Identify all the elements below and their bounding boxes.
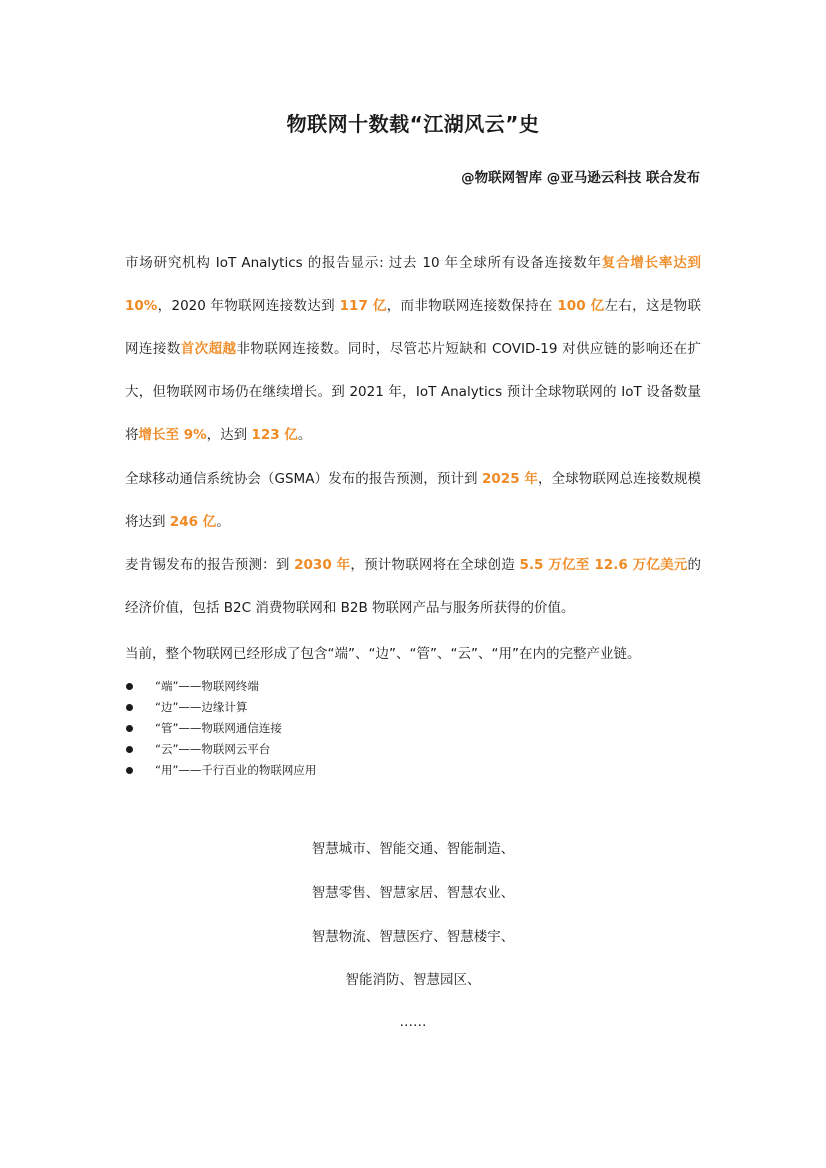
list-item xyxy=(125,760,316,781)
highlighted-figure: 首次超越 xyxy=(180,341,237,357)
paragraph-text: 的经济价值，包括 B2C 消费物联网和 B2B 物联网产品与服务所获得的价值。 xyxy=(125,557,702,616)
bullet-dot-icon xyxy=(126,704,133,711)
list-item-label: “用”——千行百业的物联网应用 xyxy=(155,763,317,777)
paragraph-text: 。 xyxy=(297,427,312,443)
highlighted-figure: 123 亿 xyxy=(251,427,298,443)
highlighted-figure: 246 亿 xyxy=(169,514,217,530)
paragraph-text: ，2020 年物联网连接数达到 xyxy=(157,298,340,314)
publisher-byline: @物联网智库 @亚马逊云科技 联合发布 xyxy=(461,170,700,186)
bullet-dot-icon xyxy=(126,683,133,690)
application-line: 智能消防、智慧园区、 xyxy=(345,972,481,988)
industry-chain-list xyxy=(125,676,316,781)
list-item-label: “管”——物联网通信连接 xyxy=(155,721,282,735)
list-item xyxy=(125,718,316,739)
paragraph-text: ，全球物联网总连接数规模将达到 xyxy=(125,471,701,530)
paragraph-text: ，而非物联网连接数保持在 xyxy=(386,298,558,314)
document-title: 物联网十数载“江湖风云”史 xyxy=(286,112,540,136)
paragraph-text: 麦肯锡发布的报告预测：到 xyxy=(125,557,295,573)
highlighted-figure: 增长至 9% xyxy=(138,427,207,443)
ellipsis-line: …… xyxy=(399,1014,427,1030)
paragraph-text: 。 xyxy=(216,514,230,530)
paragraph-iot-analytics xyxy=(125,242,701,457)
highlighted-figure: 2025 年 xyxy=(482,471,538,487)
paragraph-text: ，预计物联网将在全球创造 xyxy=(350,557,520,573)
list-item-label: “边”——边缘计算 xyxy=(155,700,248,714)
list-item-label: “云”——物联网云平台 xyxy=(155,742,271,756)
highlighted-figure: 复合增长率达到 10% xyxy=(125,255,702,314)
list-item xyxy=(125,739,316,760)
paragraph-text: 全球移动通信系统协会（GSMA）发布的报告预测，预计到 xyxy=(125,471,483,487)
paragraph-industry-chain: 当前，整个物联网已经形成了包含“端”、“边”、“管”、“云”、“用”在内的完整产业链。 xyxy=(125,646,641,662)
application-line: 智慧零售、智慧家居、智慧农业、 xyxy=(311,885,515,901)
application-line: 智慧城市、智能交通、智能制造、 xyxy=(311,841,515,857)
list-item xyxy=(125,676,316,697)
highlighted-figure: 2030 年 xyxy=(294,557,351,573)
highlighted-figure: 100 亿 xyxy=(557,298,605,314)
paragraph-text: ，达到 xyxy=(206,427,252,443)
paragraph-text: 非物联网连接数。同时，尽管芯片短缺和 COVID-19 对供应链的影响还在扩大，但物联网市场仍在继续增长。到 2021 年，IoT Analytics 预计全球物联网的 IoT 设备数量将 xyxy=(125,341,702,443)
application-line: 智慧物流、智慧医疗、智慧楼宇、 xyxy=(311,929,515,945)
list-item-label: “端”——物联网终端 xyxy=(155,679,259,693)
list-item xyxy=(125,697,316,718)
paragraph-text: 市场研究机构 IoT Analytics 的报告显示: 过去 10 年全球所有设备连接数年 xyxy=(125,255,602,271)
paragraph-mckinsey xyxy=(125,544,701,630)
paragraph-gsma xyxy=(125,458,701,544)
bullet-dot-icon xyxy=(126,746,133,753)
bullet-dot-icon xyxy=(126,725,133,732)
highlighted-figure: 117 亿 xyxy=(339,298,387,314)
bullet-dot-icon xyxy=(126,767,133,774)
highlighted-figure: 5.5 万亿至 12.6 万亿美元 xyxy=(519,557,688,573)
paragraph-text: 左右，这是物联网连接数 xyxy=(125,298,701,357)
